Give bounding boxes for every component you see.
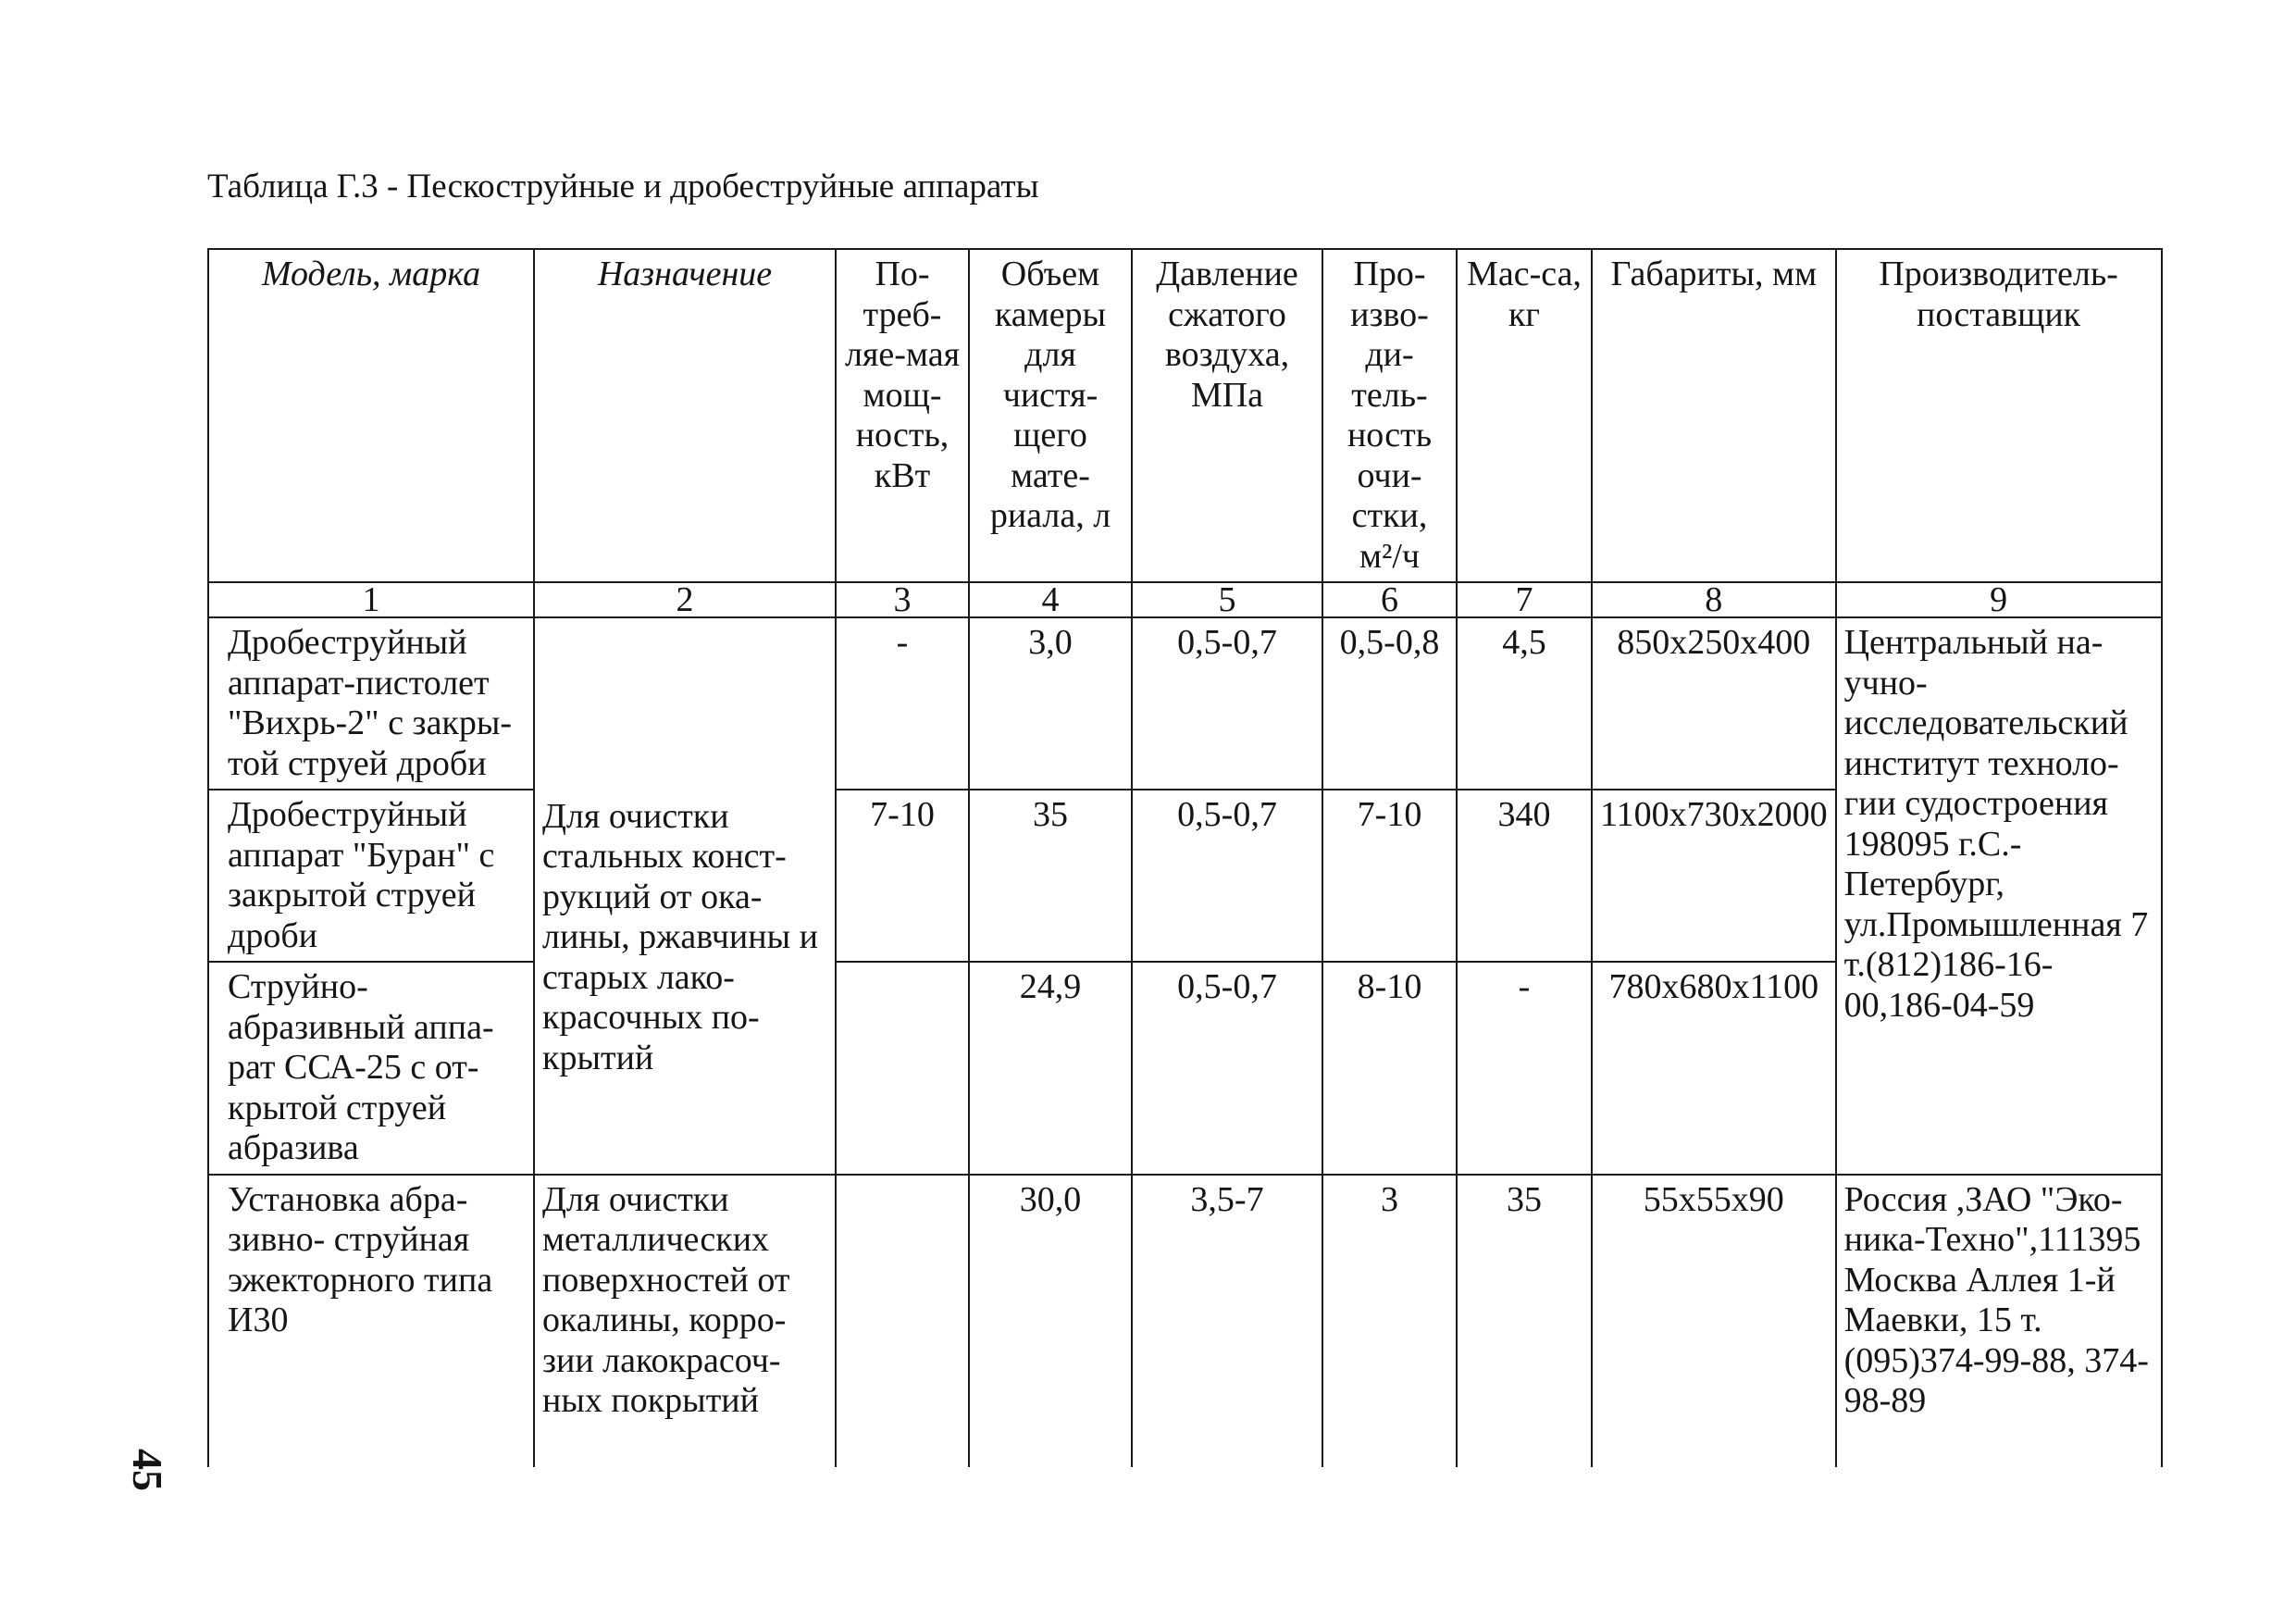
cell-model: Дробеструйный аппарат-пистолет "Вихрь-2" с закры-той струей дроби [208,617,534,790]
cell-productivity: 0,5-0,8 [1322,617,1457,790]
page-number: 45 [124,1449,171,1491]
header-power: По-треб-ляе-мая мощ-ность, кВт [836,249,969,582]
cell-manufacturer-group: Центральный на-учно-исследовательский институт техноло-гии судостроения 198095 г.С.-Петербург, ул.Промышленная 7 т.(812)186-16-00,186-04-59 [1836,617,2162,1175]
cell-pressure: 0,5-0,7 [1132,617,1322,790]
cell-model: Струйно-абразивный аппа-рат ССА-25 с от-крытой струей абразива [208,962,534,1175]
column-number: 9 [1836,582,2162,617]
cell-manufacturer: Россия ,ЗАО "Эко-ника-Техно",111395 Москва Аллея 1-й Маевки, 15 т.(095)374-99-88, 374-98-89 [1836,1175,2162,1467]
cell-volume: 3,0 [969,617,1132,790]
column-number: 1 [208,582,534,617]
cell-purpose-group: Для очистки стальных конст-рукций от ока-лины, ржавчины и старых лако-красочных по-крытий [534,617,836,1175]
cell-pressure: 0,5-0,7 [1132,962,1322,1175]
header-pressure: Давление сжатого воздуха, МПа [1132,249,1322,582]
header-manufacturer: Производитель-поставщик [1836,249,2162,582]
cell-power: - [836,617,969,790]
header-volume: Объем камеры для чистя-щего мате-риала, л [969,249,1132,582]
header-productivity: Про-изво-ди-тель-ность очи-стки, м²/ч [1322,249,1457,582]
cell-model: Установка абра-зивно- струйная эжекторного типа И30 [208,1175,534,1467]
cell-dimensions: 55x55x90 [1592,1175,1836,1467]
cell-pressure: 3,5-7 [1132,1175,1322,1467]
column-number: 5 [1132,582,1322,617]
cell-power: 7-10 [836,790,969,962]
cell-power [836,962,969,1175]
cell-mass: 340 [1457,790,1592,962]
equipment-table [207,248,2163,1467]
cell-power [836,1175,969,1467]
column-number-row [208,582,2162,617]
column-number: 7 [1457,582,1592,617]
cell-mass: 4,5 [1457,617,1592,790]
cell-dimensions: 780x680x1100 [1592,962,1836,1175]
cell-productivity: 8-10 [1322,962,1457,1175]
cell-mass: - [1457,962,1592,1175]
cell-volume: 24,9 [969,962,1132,1175]
table-caption: Таблица Г.3 - Пескоструйные и дробеструйные аппараты [207,168,1039,205]
column-number: 6 [1322,582,1457,617]
table-row [208,617,2162,790]
cell-volume: 35 [969,790,1132,962]
cell-pressure: 0,5-0,7 [1132,790,1322,962]
header-row [208,249,2162,582]
cell-model: Дробеструйный аппарат "Буран" с закрытой струей дроби [208,790,534,962]
column-number: 4 [969,582,1132,617]
cell-mass: 35 [1457,1175,1592,1467]
header-mass: Мас-са, кг [1457,249,1592,582]
table-row [208,1175,2162,1467]
column-number: 3 [836,582,969,617]
header-dimensions: Габариты, мм [1592,249,1836,582]
cell-volume: 30,0 [969,1175,1132,1467]
header-model: Модель, марка [208,249,534,582]
header-purpose: Назначение [534,249,836,582]
cell-dimensions: 1100x730x2000 [1592,790,1836,962]
column-number: 2 [534,582,836,617]
cell-productivity: 3 [1322,1175,1457,1467]
cell-productivity: 7-10 [1322,790,1457,962]
cell-purpose: Для очистки металлических поверхностей от окалины, корро-зии лакокрасоч-ных покрытий [534,1175,836,1467]
column-number: 8 [1592,582,1836,617]
cell-dimensions: 850x250x400 [1592,617,1836,790]
